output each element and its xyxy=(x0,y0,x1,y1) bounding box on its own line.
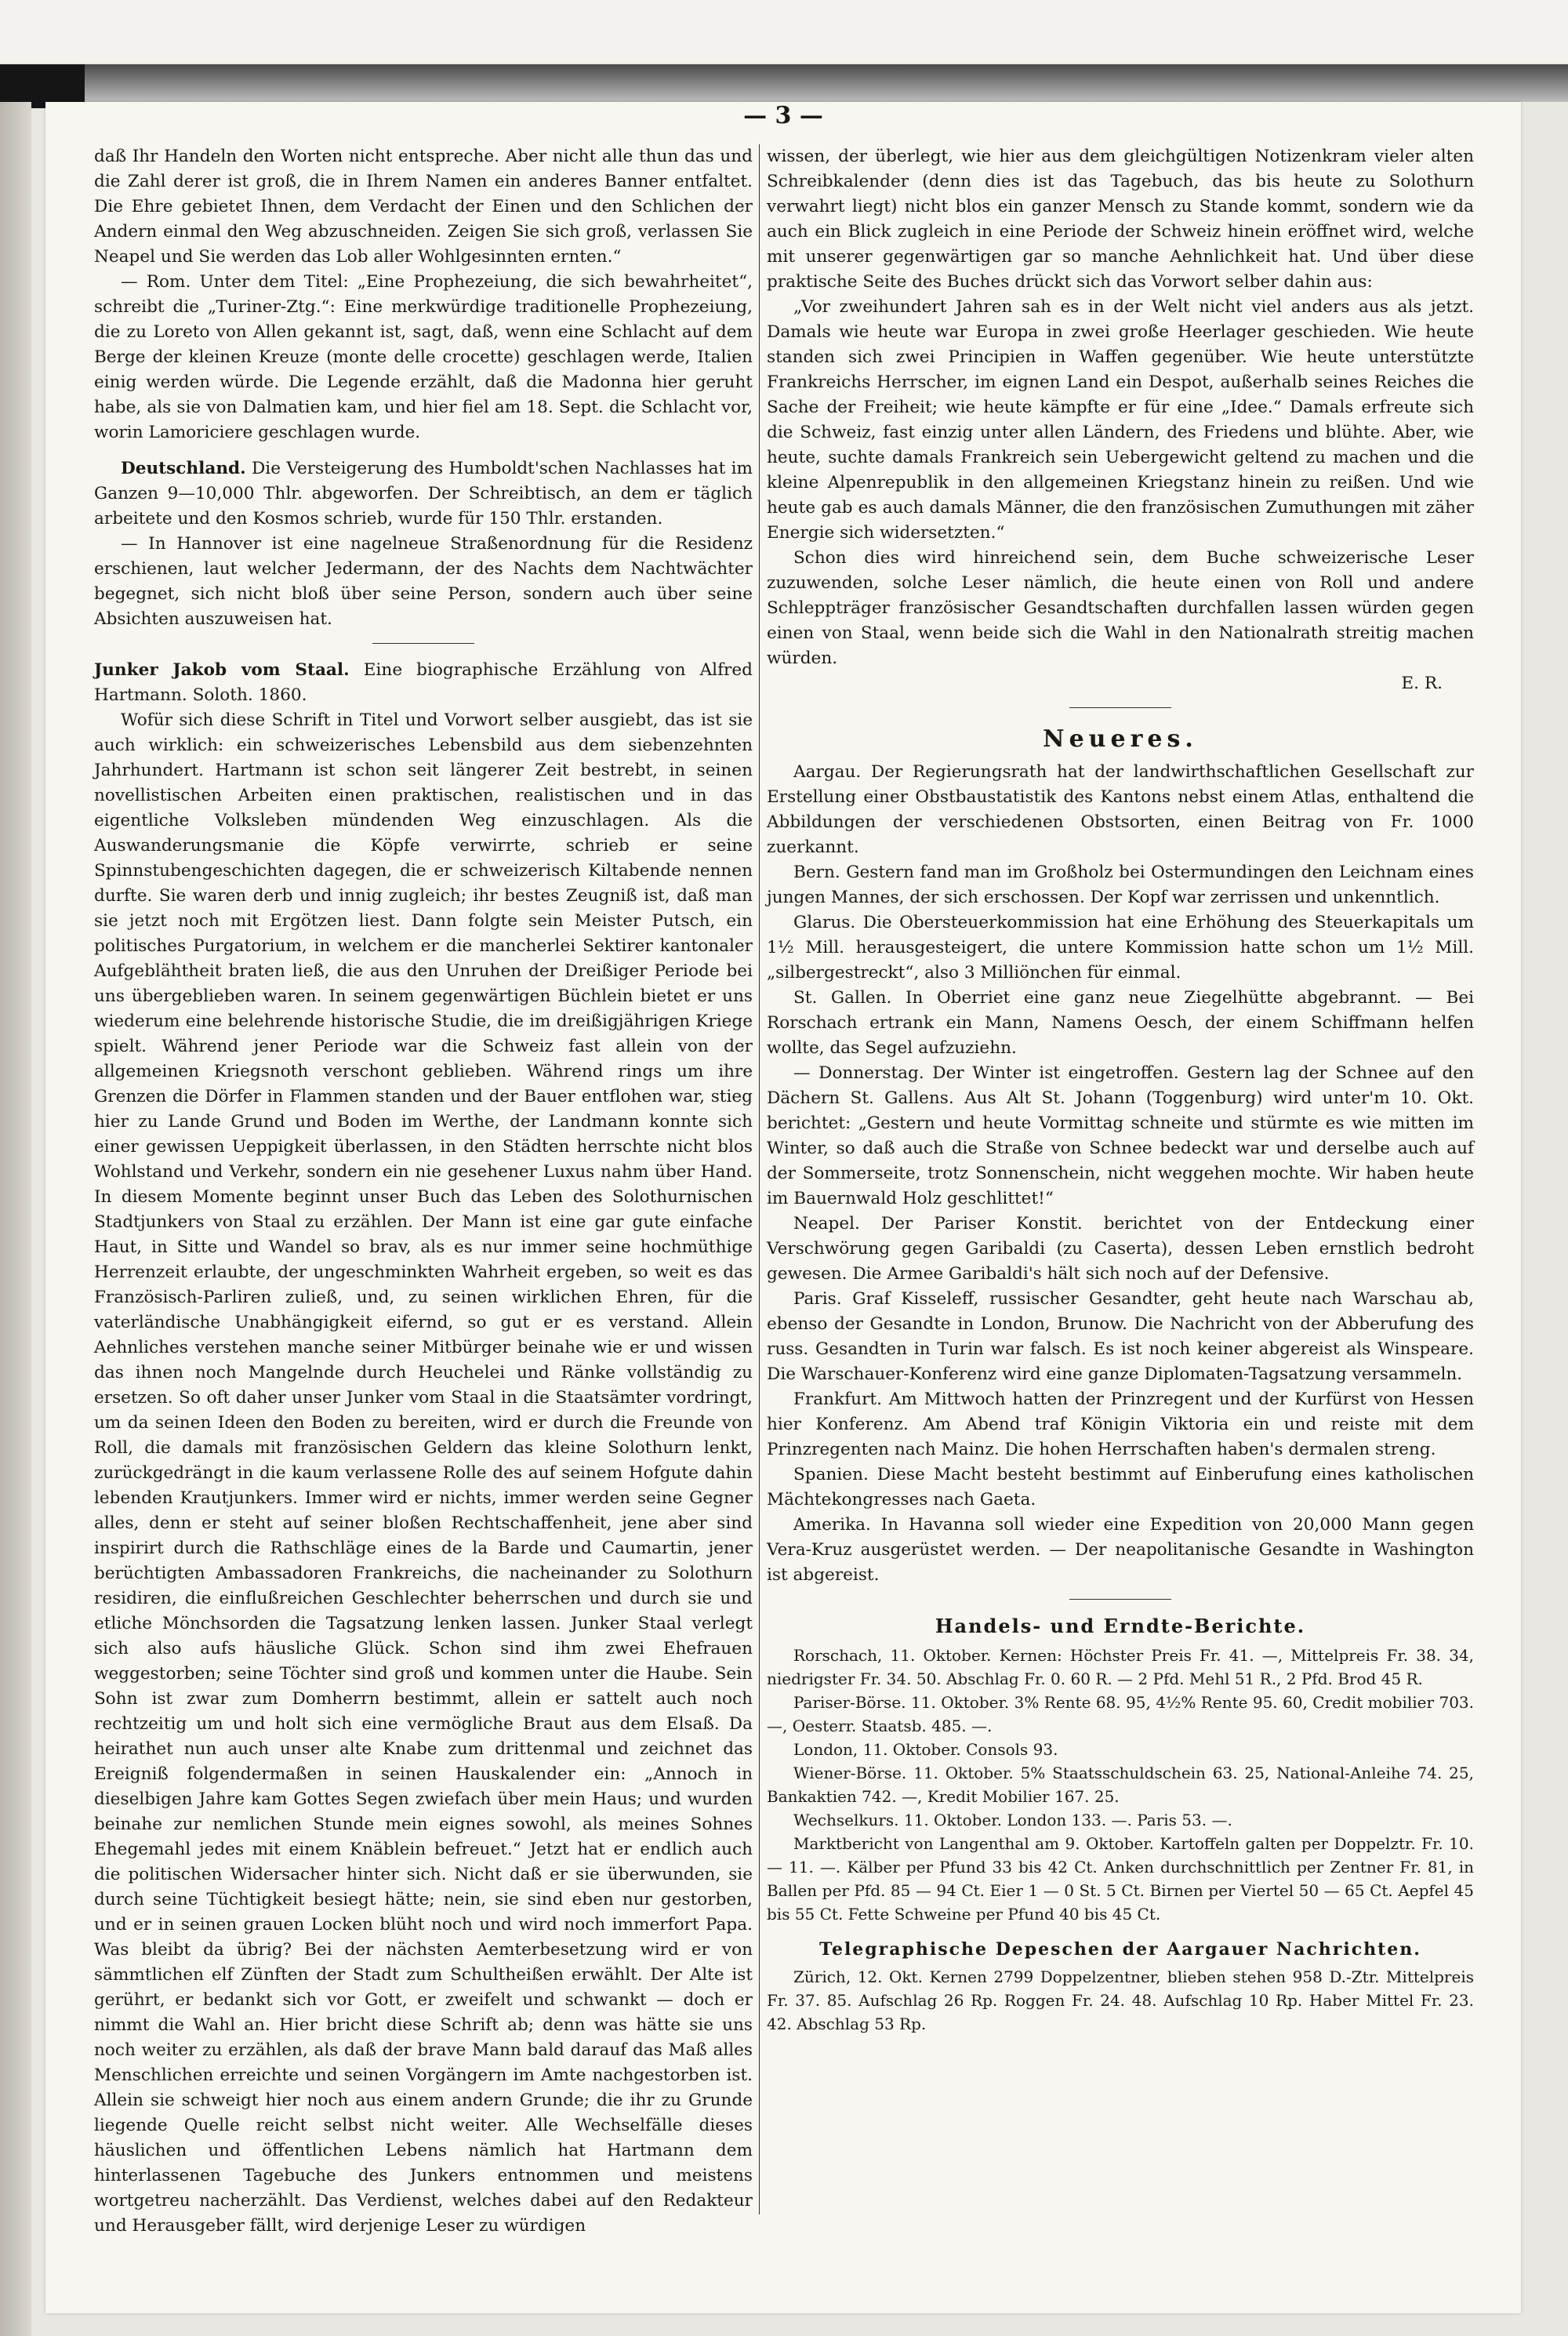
review-title: Junker Jakob vom Staal. xyxy=(94,660,350,680)
column-divider xyxy=(759,144,760,2214)
market-item: Rorschach, 11. Oktober. Kernen: Höchster Preis Fr. 41. —, Mittelpreis Fr. 38. 34, niedrigster Fr. 34. 50. Abschlag Fr. 0. 60 R. — 2 Pfd. Mehl 51 R., 2 Pfd. Brod 45 R. xyxy=(767,1646,1474,1688)
page-edge xyxy=(0,102,31,2336)
telegraph-heading: Telegraphische Depeschen der Aargauer Nachrichten. xyxy=(819,1939,1421,1960)
news-item: — Donnerstag. Der Winter ist eingetroffen. Gestern lag der Schnee auf den Dächern St. Gallens. Aus Alt St. Johann (Toggenburg) wird unter'm 10. Okt. berichtet: „Gestern und heute Vormittag schneite und stürmte es wie mitten im Winter, so daß auch die Straße von Schnee bedeckt war und derselbe auch auf der Sommerseite, trotz Sonnenschein, nicht weggehen mochte. Wir haben heute im Bauernwald Holz geschlittet!“ xyxy=(767,1063,1474,1208)
neueres-heading: Neueres. xyxy=(1043,725,1198,753)
telegraph-item: Zürich, 12. Okt. Kernen 2799 Doppelzentner, blieben stehen 958 D.-Ztr. Mittelpreis Fr. 37. 85. Aufschlag 26 Rp. Roggen Fr. 24. 48. Aufschlag 10 Rp. Haber Mittel Fr. 23. 42. Abschlag 53 Rp. xyxy=(767,1967,1474,2033)
right-column xyxy=(767,144,1474,2036)
news-item: Bern. Gestern fand man im Großholz bei Ostermundingen den Leichnam eines jungen Mannes, der sich erschossen. Der Kopf war zerrissen und unkenntlich. xyxy=(767,863,1474,907)
section-text: Die Versteigerung des Humboldt'schen Nachlasses hat im Ganzen 9—10,000 Thlr. abgeworfen. Der Schreibtisch, an dem er täglich arbeitete und den Kosmos schrieb, wurde für 150 Thlr. erstanden. xyxy=(94,459,753,529)
review-quote: „Vor zweihundert Jahren sah es in der Welt nicht viel anders aus als jetzt. Damals wie heute war Europa in zwei große Heerlager geschieden. Wie heute standen sich zwei Principien in Waffen gegenüber. Wie heute unterstützte Frankreichs Herrscher, im eignen Land ein Despot, außerhalb seines Reiches die Sache der Freiheit; wie heute kämpfte er für eine „Idee.“ Damals erfreute sich die Schweiz, fast einzig unter allen Ländern, des Friedens und blühte. Aber, wie heute, suchte damals Frankreich sein Uebergewicht geltend zu machen und die kleine Alpenrepublik in den allgemeinen Kriegstanz hinein zu reißen. Und wie heute gab es auch damals Männer, die den französischen Zumuthungen mit zäher Energie sich widersetzten.“ xyxy=(767,297,1474,543)
article-paragraph: daß Ihr Handeln den Worten nicht entspreche. Aber nicht alle thun das und die Zahl derer ist groß, die in Ihrem Namen ein anderes Banner entfaltet. Die Ehre gebietet Ihnen, dem Verdacht der Einen und den Schlichen der Andern einmal den Weg abzuschneiden. Zeigen Sie sich groß, verlassen Sie Neapel und Sie werden das Lob aller Wohlgesinnten ernten.“ xyxy=(94,147,753,267)
section-divider xyxy=(1069,1599,1171,1600)
review-signature: E. R. xyxy=(1401,674,1443,693)
section-lead: Deutschland. xyxy=(121,459,246,478)
review-byline: Eine biographische Erzählung von Alfred Hartmann. Soloth. 1860. xyxy=(94,660,753,705)
article-paragraph: — In Hannover ist eine nagelneue Straßenordnung für die Residenz erschienen, laut welcher Jedermann, der des Nachts dem Nachtwächter begegnet, sich nicht bloß über seine Person, sondern auch über seine Absichten auszuweisen hat. xyxy=(94,534,753,629)
top-margin xyxy=(0,0,1568,63)
market-reports xyxy=(767,1644,1474,1926)
article-paragraph: — Rom. Unter dem Titel: „Eine Prophezeiung, die sich bewahrheitet“, schreibt die „Turiner-Ztg.“: Eine merkwürdige traditionelle Prophezeiung, die zu Loreto von Allen gekannt ist, sagt, daß, wenn eine Schlacht auf dem Berge der kleinen Kreuze (monte delle crocette) geschlagen werde, Italien einig werden würde. Die Legende erzählt, daß die Madonna hier geruht habe, als sie von Dalmatien kam, und hier fiel am 18. Sept. die Schlacht vor, worin Lamoriciere geschlagen wurde. xyxy=(94,272,753,442)
news-item: Aargau. Der Regierungsrath hat der landwirthschaftlichen Gesellschaft zur Erstellung einer Obstbaustatistik des Kantons nebst einem Atlas, enthaltend die Abbildungen der verschiedenen Obstsorten, einen Beitrag von Fr. 1000 zuerkannt. xyxy=(767,762,1474,857)
news-item: Spanien. Diese Macht besteht bestimmt auf Einberufung eines katholischen Mächtekongresses nach Gaeta. xyxy=(767,1465,1474,1509)
left-column xyxy=(94,144,753,2239)
news-item: Paris. Graf Kisseleff, russischer Gesandter, geht heute nach Warschau ab, ebenso der Gesandte in London, Brunow. Die Nachricht von der Abberufung des russ. Gesandten in Turin war falsch. Es ist noch keiner abgereist als Winspeare. Die Warschauer-Konferenz wird eine ganze Diplomaten-Tagsatzung versammeln. xyxy=(767,1289,1474,1384)
market-heading: Handels- und Erndte-Berichte. xyxy=(935,1615,1306,1637)
page-number: — 3 — xyxy=(743,102,823,129)
market-item: Pariser-Börse. 11. Oktober. 3% Rente 68. 95, 4½% Rente 95. 60, Credit mobilier 703. —, Oesterr. Staatsb. 485. —. xyxy=(767,1693,1474,1735)
telegraph-reports xyxy=(767,1965,1474,2036)
scanner-bar xyxy=(0,64,1568,102)
news-item: Amerika. In Havanna soll wieder eine Expedition von 20,000 Mann gegen Vera-Kruz ausgerüstet werden. — Der neapolitanische Gesandte in Washington ist abgereist. xyxy=(767,1515,1474,1585)
review-closing: Schon dies wird hinreichend sein, dem Buche schweizerische Leser zuzuwenden, solche Leser nämlich, die heute einen von Roll und andere Schleppträger französischer Gesandtschaften durchfallen lassen würden gegen einen von Staal, wenn beide sich die Wahl in den Nationalrath streitig machen würden. xyxy=(767,548,1474,668)
article-paragraph xyxy=(94,456,753,532)
news-item: Neapel. Der Pariser Konstit. berichtet von der Entdeckung einer Verschwörung gegen Garibaldi (zu Caserta), dessen Leben ernstlich bedroht gewesen. Die Armee Garibaldi's hält sich noch auf der Defensive. xyxy=(767,1214,1474,1284)
section-divider xyxy=(1069,707,1171,708)
news-item: Frankfurt. Am Mittwoch hatten der Prinzregent und der Kurfürst von Hessen hier Konferenz. Am Abend traf Königin Viktoria ein und reiste mit dem Prinzregenten nach Mainz. Die hohen Herrschaften haben's dermalen streng. xyxy=(767,1390,1474,1459)
review-heading xyxy=(94,658,753,708)
news-item: Glarus. Die Obersteuerkommission hat eine Erhöhung des Steuerkapitals um 1½ Mill. herausgesteigert, die untere Kommission hatte schon um 1½ Mill. „silbergestreckt“, also 3 Milliönchen für einmal. xyxy=(767,913,1474,983)
market-item: London, 11. Oktober. Consols 93. xyxy=(793,1740,1058,1759)
market-item: Wechselkurs. 11. Oktober. London 133. —. Paris 53. —. xyxy=(793,1811,1232,1829)
market-item: Marktbericht von Langenthal am 9. Oktober. Kartoffeln galten per Doppelztr. Fr. 10. — 11. —. Kälber per Pfund 33 bis 42 Ct. Anken durchschnittlich per Zentner Fr. 81, in Ballen per Pfd. 85 — 94 Ct. Eier 1 — 0 St. 5 Ct. Birnen per Viertel 50 — 65 Ct. Aepfel 45 bis 55 Ct. Fette Schweine per Pfund 40 bis 45 Ct. xyxy=(767,1834,1474,1924)
review-body: Wofür sich diese Schrift in Titel und Vorwort selber ausgiebt, das ist sie auch wirklich: ein schweizerisches Lebensbild aus dem siebenzehnten Jahrhundert. Hartmann ist schon seit längerer Zeit bestrebt, in seinen novellistischen Arbeiten einen praktischen, realistischen und in das eigentliche Volksleben mündenden Weg einzuschlagen. Als die Auswanderungsmanie die Köpfe verwirrte, schrieb er seine Spinnstubengeschichten dagegen, die er schweizerisch Kiltabende nennen durfte. Sie waren derb und innig zugleich; ihr bestes Zeugniß ist, daß man sie jetzt noch mit Ergötzen liest. Dann folgte sein Meister Putsch, ein politisches Purgatorium, in welchem er die mancherlei Sektirer kantonaler Aufgeblähtheit braten ließ, die aus den Unruhen der Dreißiger Periode bei uns übergeblieben waren. In seinem gegenwärtigen Büchlein bietet er uns wiederum eine belehrende historische Studie, die im dreißigjährigen Kriege spielt. Während jener Periode war die Schweiz fast allein von der allgemeinen Kriegsnoth verschont geblieben. Während rings um ihre Grenzen die Dörfer in Flammen standen und der Bauer entflohen war, stieg hier zu Lande Grund und Boden im Werthe, der Landmann konnte sich einer gewissen Ueppigkeit überlassen, in den Städten herrschte nicht blos Wohlstand und Verkehr, sondern ein nie gesehener Luxus nahm über Hand. In diesem Momente beginnt unser Buch das Leben des Solothurnischen Stadtjunkers von Staal zu erzählen. Der Mann ist eine gar gute einfache Haut, in Sitte und Wandel so brav, als es nur immer seine hochmüthige Herrenzeit erlaubte, der ungeschminkten Wahrheit ergeben, so weit es das Französisch-Parliren zuließ, und, zu seinen wirklichen Ehren, für die vaterländische Unabhängigkeit eifernd, so gut er es verstand. Allein Aehnliches verstehen manche seiner Mitbürger beinahe wie er und wissen das ihnen noch Mangelnde durch Heuchelei und Ränke vollständig zu ersetzen. So oft daher unser Junker vom Staal in die Staatsämter vordringt, um da seinen Ideen den Boden zu bereiten, wird er durch die Freunde von Roll, die damals mit französischen Geldern das kleine Solothurn lenkt, zurückgedrängt in die kaum verlassene Rolle des auf seinem Hofgute dahin lebenden Krautjunkers. Immer wird er nichts, immer werden seine Gegner alles, denn er steht auf seiner bloßen Rechtschaffenheit, jene aber sind inspirirt durch die Rathschläge eines de la Barde und Caumartin, jener berüchtigten Ambassadoren Frankreichs, die nacheinander zu Solothurn residiren, die einflußreichen Geschlechter beherrschen und durch sie und etliche Mönchsorden die Tagsatzung lenken lassen. Junker Staal verlegt sich also aufs häusliche Glück. Schon sind ihm zwei Ehefrauen weggestorben; seine Töchter sind groß und kommen unter die Haube. Sein Sohn ist zwar zum Domherrn bestimmt, allein er sattelt auch noch rechtzeitig um und holt sich eine vermögliche Braut aus dem Elsaß. Da heirathet nun auch unser alte Knabe zum drittenmal und zeichnet das Ereigniß folgendermaßen in seinen Hauskalender ein: „Annoch in dieselbigen Jahre kam Gottes Segen zwiefach über mein Haus; und wurden beinahe zur nemlichen Stunde mein eignes sowohl, als meines Sohnes Ehegemahl jedes mit einem Knäblein befreuet.“ Jetzt hat er endlich auch die politischen Widersacher hinter sich. Nicht daß er sie überwunden, sie durch seine Tüchtigkeit besiegt hätte; nein, sie sind eben nur gestorben, und er in seinen grauen Locken blüht noch und wird noch immerfort Papa. Was bleibt da übrig? Bei der nächsten Aemterbesetzung wird er von sämmtlichen elf Zünften der Stadt zum Schultheißen erwählt. Der Alte ist gerührt, er bedankt sich vor Gott, er zweifelt und schwankt — doch er nimmt die Wahl an. Hier bricht diese Schrift ab; denn was hätte sie uns noch weiter zu erzählen, als daß der brave Mann bald darauf das Maß alles Menschlichen erreichte und seinen Vorgängern im Amte nachgestorben ist. Allein sie schweigt hier noch aus einem andern Grunde; die ihr zu Grunde liegende Quelle reicht selbst nicht weiter. Alle Wechselfälle dieses häuslichen und öffentlichen Lebens nämlich hat Hartmann dem hinterlassenen Tagebuche des Junkers entnommen und meistens wortgetreu nacherzählt. Das Verdienst, welches dabei auf den Redakteur und Herausgeber fällt, wird derjenige Leser zu würdigen xyxy=(94,710,753,2236)
newspaper-page xyxy=(45,102,1521,2313)
section-divider xyxy=(372,643,474,644)
market-item: Wiener-Börse. 11. Oktober. 5% Staatsschuldschein 63. 25, National-Anleihe 74. 25, Bankaktien 742. —, Kredit Mobilier 167. 25. xyxy=(767,1764,1474,1806)
review-continuation: wissen, der überlegt, wie hier aus dem gleichgültigen Notizenkram vieler alten Schreibkalender (denn dies ist das Tagebuch, das bis heute zu Solothurn verwahrt liegt) nicht blos ein ganzer Mensch zu Stande kommt, sondern wie da auch ein Blick zugleich in eine Periode der Schweiz hinein eröffnet wird, welche mit unserer gegenwärtigen gar so manche Aehnlichkeit hat. Und über diese praktische Seite des Buches drückt sich das Vorwort selber dahin aus: xyxy=(767,147,1474,292)
news-item: St. Gallen. In Oberriet eine ganz neue Ziegelhütte abgebrannt. — Bei Rorschach ertrank ein Mann, Namens Oesch, der einem Schiffmann helfen wollte, das Segel aufzuziehn. xyxy=(767,988,1474,1058)
